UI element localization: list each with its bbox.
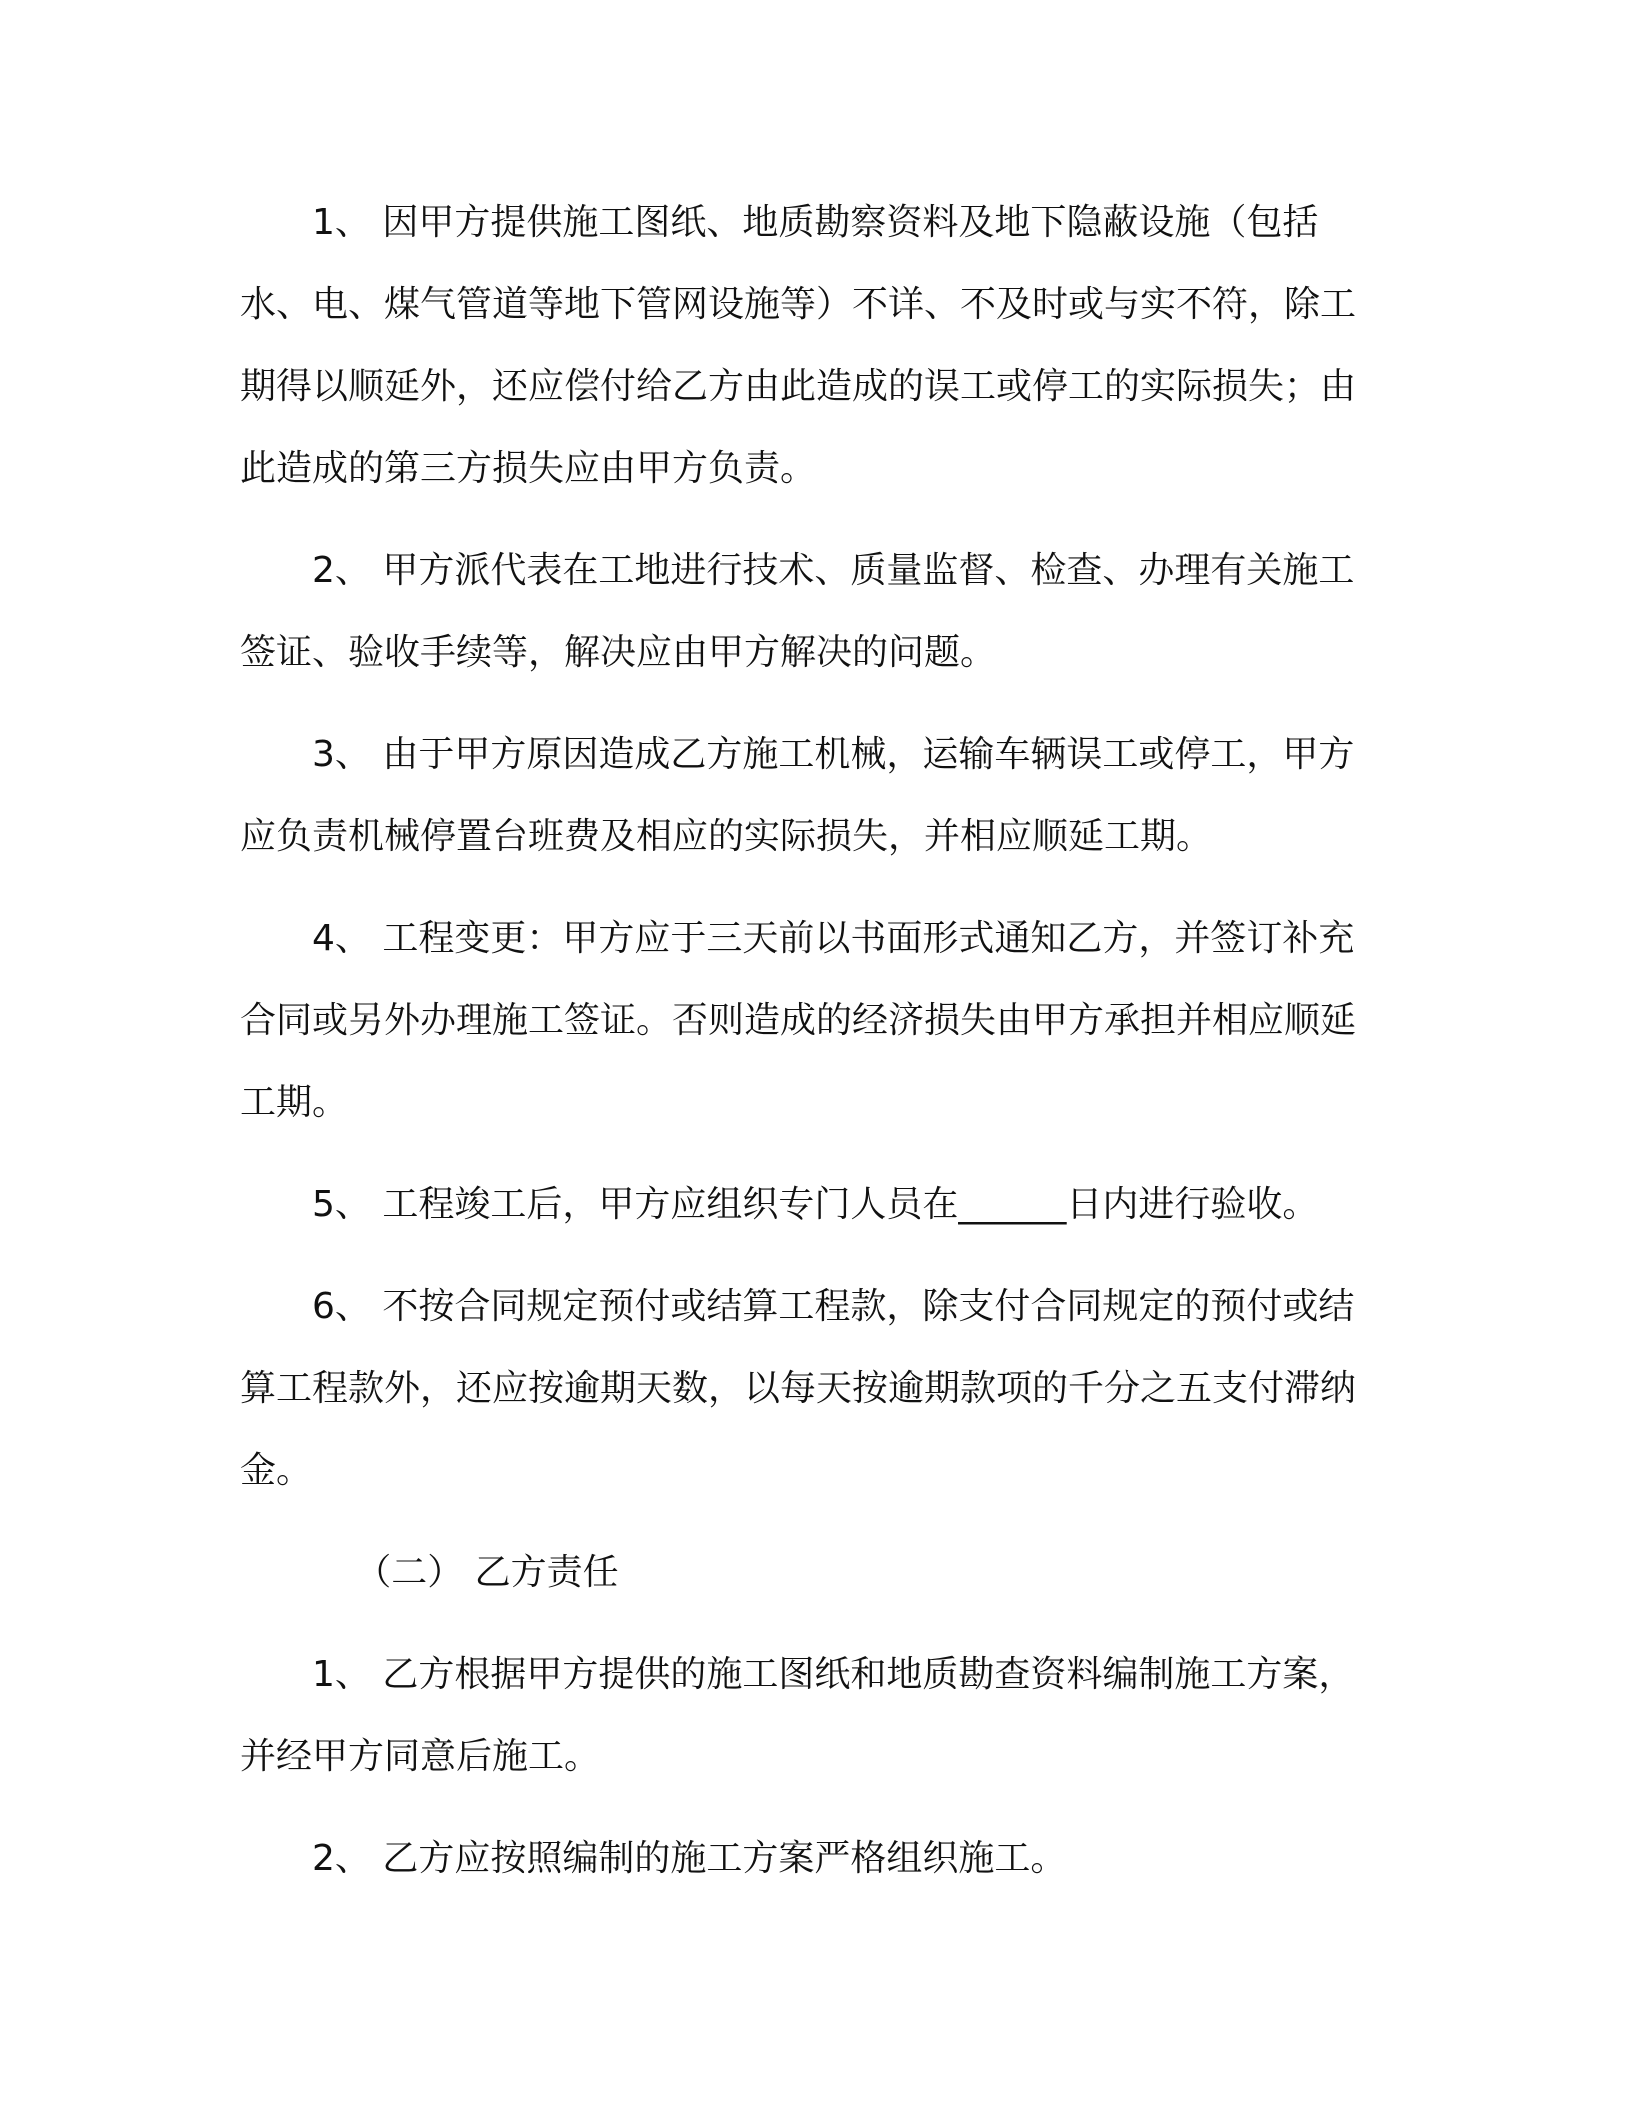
section-heading-party-b: （二） 乙方责任 bbox=[355, 1552, 619, 1593]
paragraph-party-a-2: 2、 甲方派代表在工地进行技术、质量监督、检查、办理有关施工签证、验收手续等，解决应由甲方解决的问题。 bbox=[240, 550, 1355, 673]
paragraph-party-a-1: 1、 因甲方提供施工图纸、地质勘察资料及地下隐蔽设施（包括水、电、煤气管道等地下管网设施等）不详、不及时或与实不符，除工期得以顺延外，还应偿付给乙方由此造成的误工或停工的实际损失；由此造成的第三方损失应由甲方负责。 bbox=[240, 202, 1357, 489]
paragraph-party-a-6: 6、 不按合同规定预付或结算工程款，除支付合同规定的预付或结算工程款外，还应按逾期天数，以每天按逾期款项的千分之五支付滞纳金。 bbox=[240, 1286, 1357, 1491]
document-body bbox=[240, 182, 1380, 1900]
paragraph-party-b-2: 2、 乙方应按照编制的施工方案严格组织施工。 bbox=[312, 1838, 1067, 1879]
paragraph-party-a-5: 5、 工程竣工后，甲方应组织专门人员在______日内进行验收。 bbox=[312, 1184, 1319, 1225]
paragraph-party-b-1: 1、 乙方根据甲方提供的施工图纸和地质勘查资料编制施工方案，并经甲方同意后施工。 bbox=[240, 1654, 1355, 1777]
paragraph-party-a-4: 4、 工程变更：甲方应于三天前以书面形式通知乙方，并签订补充合同或另外办理施工签证。否则造成的经济损失由甲方承担并相应顺延工期。 bbox=[240, 918, 1357, 1123]
paragraph-party-a-3: 3、 由于甲方原因造成乙方施工机械，运输车辆误工或停工，甲方应负责机械停置台班费及相应的实际损失，并相应顺延工期。 bbox=[240, 734, 1355, 857]
